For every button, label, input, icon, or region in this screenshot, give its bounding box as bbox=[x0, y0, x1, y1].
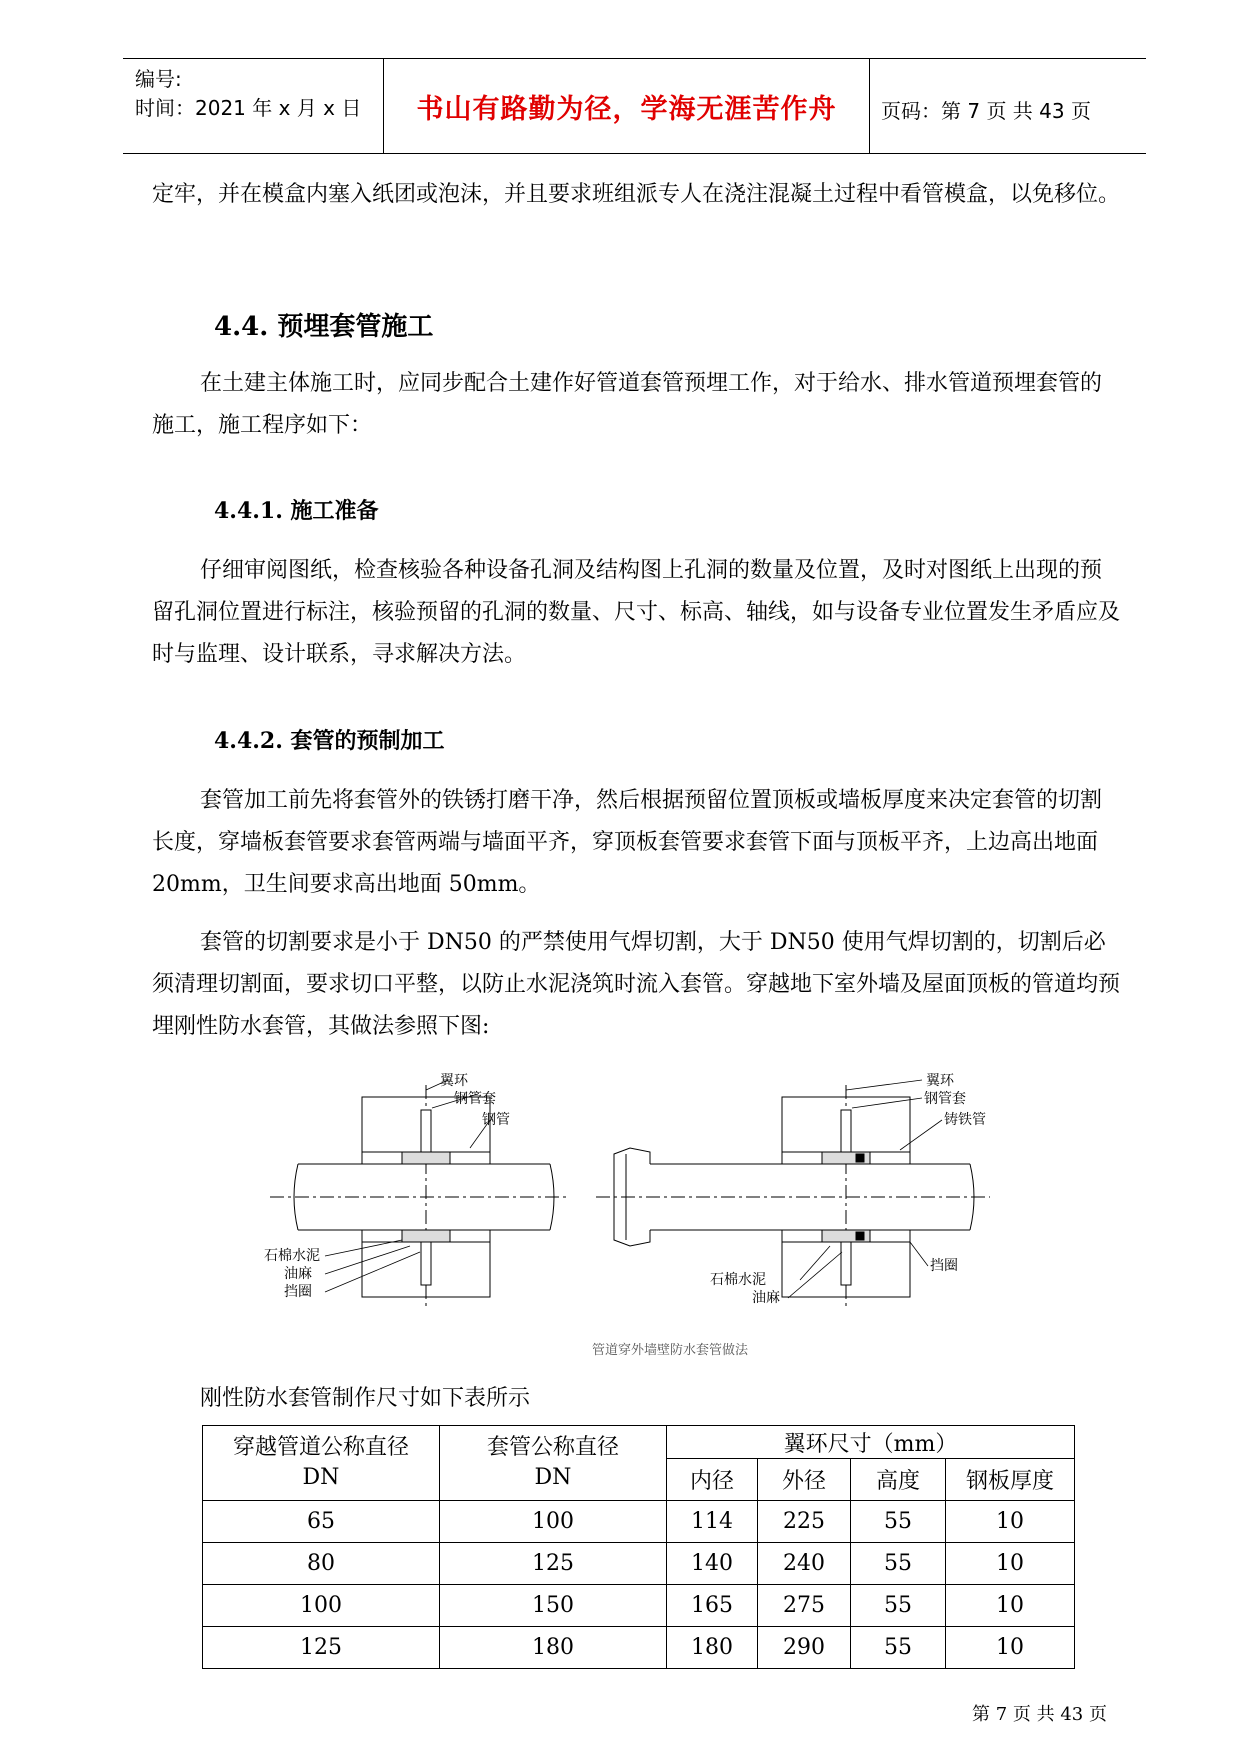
cell: 240 bbox=[758, 1543, 851, 1585]
cell: 290 bbox=[758, 1627, 851, 1669]
header-ring-size: 翼环尺寸（mm） bbox=[667, 1426, 1075, 1459]
subheader-plate-thickness: 钢板厚度 bbox=[946, 1459, 1075, 1501]
left-label-wing-ring: 翼环 bbox=[440, 1073, 468, 1089]
right-label-cast-iron-pipe: 铸铁管 bbox=[944, 1112, 986, 1128]
table-row bbox=[203, 1543, 1075, 1585]
right-sleeve-drawing bbox=[596, 1085, 990, 1310]
cell: 150 bbox=[440, 1585, 667, 1627]
table-intro: 刚性防水套管制作尺寸如下表所示 bbox=[200, 1386, 531, 1411]
header-page-info: 页码：第 7 页 共 43 页 bbox=[881, 99, 1091, 123]
cell: 225 bbox=[758, 1501, 851, 1543]
left-leaders bbox=[325, 1080, 490, 1292]
left-label-oakum: 油麻 bbox=[284, 1266, 312, 1282]
right-label-retaining-ring: 挡圈 bbox=[930, 1258, 958, 1274]
cell: 180 bbox=[667, 1627, 758, 1669]
cell: 125 bbox=[203, 1627, 440, 1669]
cell: 100 bbox=[440, 1501, 667, 1543]
cell: 10 bbox=[946, 1627, 1075, 1669]
page-footer: 第 7 页 共 43 页 bbox=[972, 1704, 1107, 1725]
subheader-height: 高度 bbox=[851, 1459, 946, 1501]
section-4-4-2-paragraph-b: 套管的切割要求是小于 DN50 的严禁使用气焊切割，大于 DN50 使用气焊切割的，切割后必须清理切割面，要求切口平整，以防止水泥浇筑时流入套管。穿越地下室外墙及屋面顶板的管道均预埋刚性防水套管，其做法参照下图: bbox=[152, 930, 1121, 1039]
section-4-4-2-paragraph-a: 套管加工前先将套管外的铁锈打磨干净，然后根据预留位置顶板或墙板厚度来决定套管的切割长度，穿墙板套管要求套管两端与墙面平齐，穿顶板套管要求套管下面与顶板平齐，上边高出地面 20mm，卫生间要求高出地面 50mm。 bbox=[152, 788, 1103, 897]
cell: 180 bbox=[440, 1627, 667, 1669]
cell: 125 bbox=[440, 1543, 667, 1585]
header-page-cell bbox=[869, 59, 1146, 153]
header-sleeve-dn bbox=[440, 1426, 667, 1501]
right-label-asbestos-cement: 石棉水泥 bbox=[710, 1272, 766, 1288]
section-heading-4-4: 4.4. 预埋套管施工 bbox=[214, 312, 434, 342]
header-pipe-dn-label: 穿越管道公称直径 bbox=[232, 1435, 409, 1460]
cell: 114 bbox=[667, 1501, 758, 1543]
cell: 80 bbox=[203, 1543, 440, 1585]
left-label-steel-sleeve: 钢管套 bbox=[454, 1091, 496, 1107]
doc-number-label: 编号: bbox=[135, 67, 182, 91]
table-row bbox=[203, 1585, 1075, 1627]
cell: 10 bbox=[946, 1585, 1075, 1627]
cell: 55 bbox=[851, 1501, 946, 1543]
cell: 55 bbox=[851, 1627, 946, 1669]
cell: 10 bbox=[946, 1543, 1075, 1585]
header-left-cell bbox=[123, 59, 383, 153]
header-sleeve-dn-unit: DN bbox=[534, 1465, 572, 1490]
figure-caption: 管道穿外墙壁防水套管做法 bbox=[591, 1343, 749, 1358]
cell: 140 bbox=[667, 1543, 758, 1585]
cell: 65 bbox=[203, 1501, 440, 1543]
page-header bbox=[123, 58, 1146, 154]
subheader-outer-dia: 外径 bbox=[758, 1459, 851, 1501]
cell: 275 bbox=[758, 1585, 851, 1627]
table-row bbox=[203, 1501, 1075, 1543]
right-leaders bbox=[788, 1080, 942, 1298]
section-4-4-1-paragraph: 仔细审阅图纸，检查核验各种设备孔洞及结构图上孔洞的数量及位置，及时对图纸上出现的预留孔洞位置进行标注，核验预留的孔洞的数量、尺寸、标高、轴线，如与设备专业位置发生矛盾应及时与监理、设计联系，寻求解决方法。 bbox=[152, 558, 1121, 667]
section-heading-4-4-1: 4.4.1. 施工准备 bbox=[214, 498, 379, 524]
header-motto-cell bbox=[383, 59, 870, 153]
header-motto: 书山有路勤为径，学海无涯苦作舟 bbox=[416, 94, 837, 125]
left-label-asbestos-cement: 石棉水泥 bbox=[264, 1248, 320, 1264]
sleeve-size-table bbox=[202, 1425, 1075, 1669]
section-4-4-paragraph: 在土建主体施工时，应同步配合土建作好管道套管预埋工作，对于给水、排水管道预埋套管的施工，施工程序如下： bbox=[152, 371, 1103, 438]
left-label-retaining-ring: 挡圈 bbox=[284, 1284, 312, 1300]
header-pipe-dn-unit: DN bbox=[302, 1465, 340, 1490]
table-row bbox=[203, 1627, 1075, 1669]
header-pipe-dn bbox=[203, 1426, 440, 1501]
subheader-inner-dia: 内径 bbox=[667, 1459, 758, 1501]
left-label-steel-pipe: 钢管 bbox=[482, 1112, 510, 1128]
cell: 55 bbox=[851, 1543, 946, 1585]
cell: 10 bbox=[946, 1501, 1075, 1543]
left-sleeve-drawing bbox=[270, 1085, 570, 1310]
cell: 165 bbox=[667, 1585, 758, 1627]
section-heading-4-4-2: 4.4.2. 套管的预制加工 bbox=[214, 728, 445, 754]
header-sleeve-dn-label: 套管公称直径 bbox=[486, 1435, 619, 1460]
doc-date-label: 时间：2021 年 x 月 x 日 bbox=[135, 96, 362, 120]
right-label-oakum: 油麻 bbox=[752, 1290, 780, 1306]
continued-paragraph: 定牢，并在模盒内塞入纸团或泡沫，并且要求班组派专人在浇注混凝土过程中看管模盒，以免移位。 bbox=[152, 182, 1121, 207]
table-header-row bbox=[203, 1426, 1075, 1459]
cell: 100 bbox=[203, 1585, 440, 1627]
right-label-wing-ring: 翼环 bbox=[926, 1073, 954, 1089]
cell: 55 bbox=[851, 1585, 946, 1627]
right-label-steel-sleeve: 钢管套 bbox=[924, 1091, 966, 1107]
waterproof-sleeve-figure bbox=[260, 1070, 1010, 1370]
